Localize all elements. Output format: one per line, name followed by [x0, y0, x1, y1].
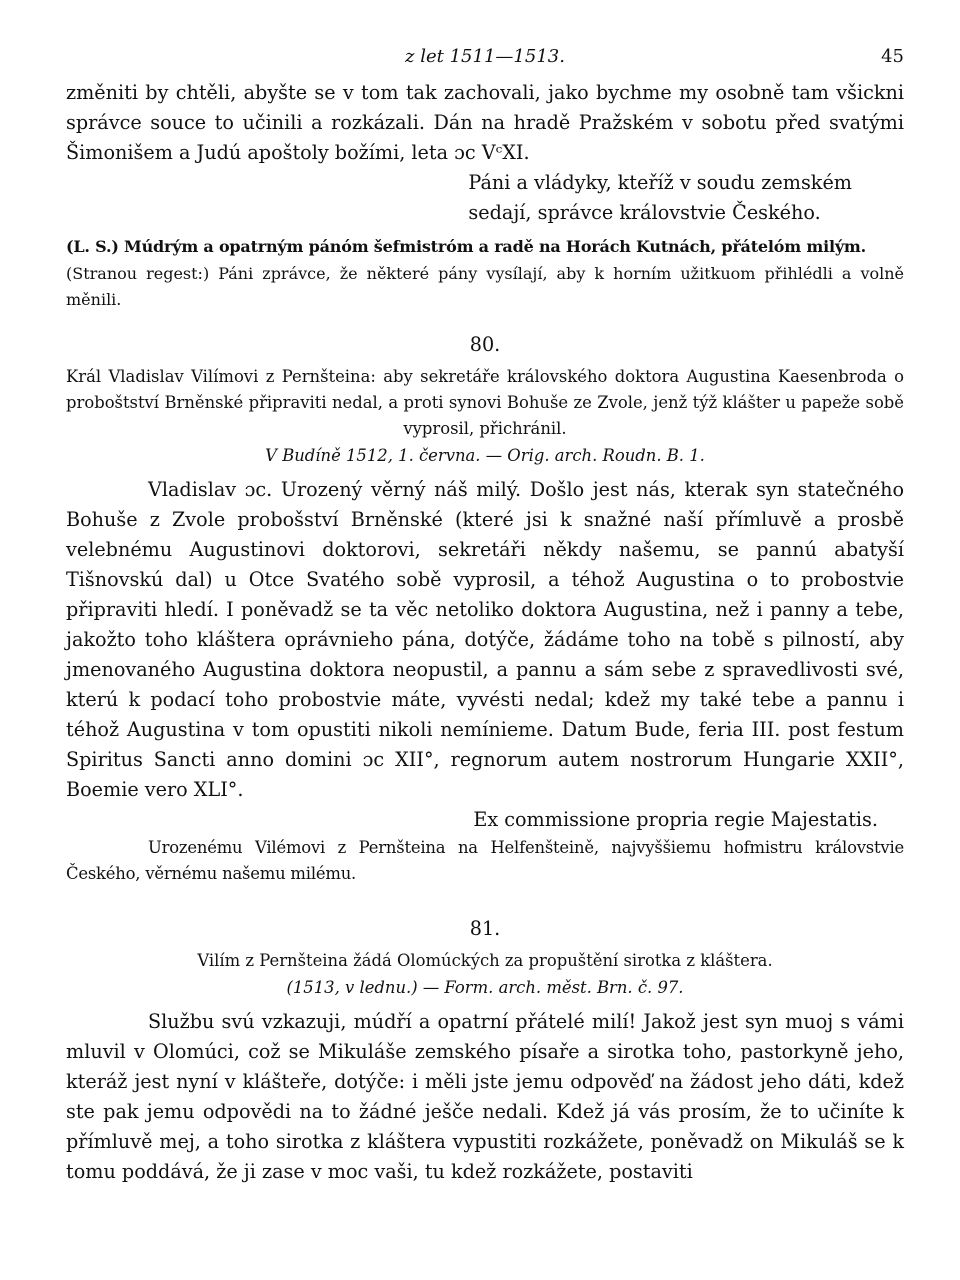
doc80-commission: Ex commissione propria regie Majestatis. — [473, 808, 878, 831]
doc79-signature — [66, 168, 904, 228]
doc80-source: V Budíně 1512, 1. června. — Orig. arch. Roudn. B. 1. — [265, 446, 705, 465]
doc79-signature-line1: Páni a vládyky, kteříž v soudu zemském — [468, 171, 852, 194]
doc81-body: Službu svú vzkazuji, múdří a opatrní přátelé milí! Jakož jest syn muoj s vámi mluvil v Olomúci, což se Mikuláše zemského písaře a sirotka toho, pastorkyně jeho, kteráž jest nyní v klášteře, dotýče: i měli jste jemu odpověď na žádost jeho dáti, kdež ste pak jemu odpovědi na to žádné ješče nedali. Kdež já vás prosím, že to učiníte k přímluvě mej, a toho sirotka z kláštera vypustiti rozkážete, poněvadž on Mikuláš se k tomu poddává, že ji zase v moc vaši, tu kdež rozkážete, postaviti — [66, 1010, 904, 1183]
book-page — [66, 38, 904, 1187]
doc79-address: (L. S.) Múdrým a opatrným pánóm šefmistróm a radě na Horách Kutnách, přátelóm milým. — [66, 237, 867, 256]
doc80-address: Urozenému Vilémovi z Pernšteina na Helfenšteině, najvyššiemu hofmistru královstvie Českého, věrnému našemu milému. — [66, 838, 904, 883]
doc79-body: změniti by chtěli, abyšte se v tom tak zachovali, jako bychme my osobně tam všickni správce souce to učinili a rozkázali. Dán na hradě Pražském v sobotu před svatými Šimonišem a Judú apoštoly božími, leta ɔc VᶜXI. — [66, 81, 904, 164]
doc79-regest: (Stranou regest:) Páni zprávce, že některé pány vysílají, aby k horním užitkuom přihlédli a volně měnili. — [66, 264, 904, 309]
doc81-heading: Vilím z Pernšteina žádá Olomúckých za propuštění sirotka z kláštera. — [197, 951, 773, 970]
doc81-source: (1513, v lednu.) — Form. arch. měst. Brn. č. 97. — [286, 978, 684, 997]
doc80-heading: Král Vladislav Vilímovi z Pernšteina: aby sekretáře královského doktora Augustina Kaesenbroda o proboštství Brněnské připraviti nedal, a proti synovi Bohuše ze Zvole, jenž týž klášter u papeže sobě vyprosil, přichránil. — [66, 367, 904, 438]
page-number: 45 — [881, 46, 904, 67]
doc81-number: 81. — [469, 917, 501, 940]
doc80-body: Vladislav ɔc. Urozený věrný náš milý. Došlo jest nás, kterak syn statečného Bohuše z Zvole probošství Brněnské (které jsi k snažné naší přímluvě a prosbě velebnému Augustinovi doktorovi, sekretáři někdy našemu, se pannú abatyší Tišnovskú dal) u Otce Svatého sobě vyprosil, a téhož Augustina o to probostvie připraviti hledí. I poněvadž se ta věc netoliko doktora Augustina, než i panny a tebe, jakožto toho kláštera oprávnieho pána, dotýče, žádáme toho na tobě s pilností, aby jmenovaného Augustina doktora neopustil, a pannu a sám sebe z spravedlivosti své, kterú k podací toho probostvie máte, vyvésti nedal; kdež my také tebe a pannu i téhož Augustina v tom opustiti nikoli nemínieme. Datum Bude, feria III. post festum Spiritus Sancti anno domini ɔc XII°, regnorum autem nostrorum Hungarie XXII°, Boemie vero XLI°. — [66, 478, 904, 801]
page-header — [66, 38, 904, 78]
doc80-number: 80. — [469, 333, 501, 356]
doc79-signature-line2: sedají, správce královstvie Českého. — [468, 201, 821, 224]
running-title: z let 1511—1513. — [405, 46, 565, 67]
